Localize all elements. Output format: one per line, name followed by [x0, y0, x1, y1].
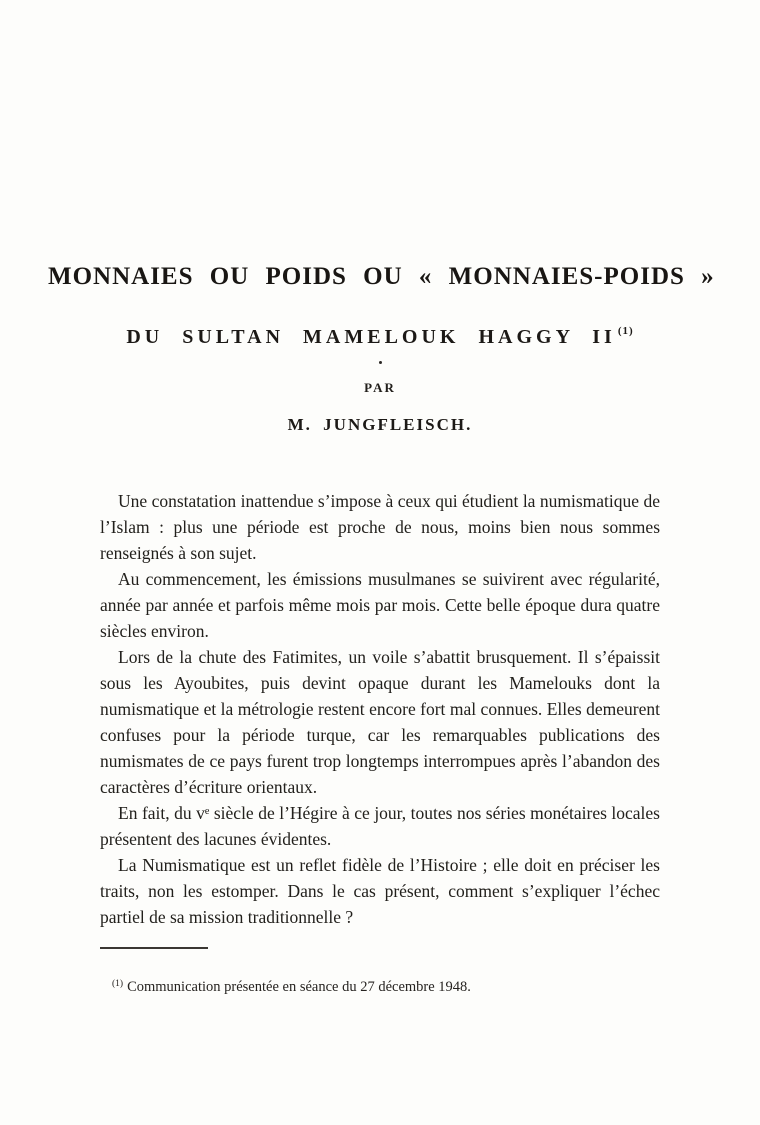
footnote-separator-rule	[100, 947, 208, 949]
paragraph: Lors de la chute des Fatimites, un voile s’abattit brusquement. Il s’épaissit sous les Ayoubites, puis devint opaque durant les Mamelouks dont la numismatique et la métrologie restent encore fort mal connues. Elles demeurent confuses pour la période turque, car les remarquables publications des numismates de ce pays furent trop longtemps interrompues après l’abandon des caractères d’écriture orientaux.	[100, 647, 660, 797]
subtitle-text: DU SULTAN MAMELOUK HAGGY II	[126, 326, 616, 348]
paragraph: La Numismatique est un reflet fidèle de l’Histoire ; elle doit en préciser les traits, non les estomper. Dans le cas présent, comment s’expliquer l’échec partiel de sa mission traditionnelle ?	[100, 855, 660, 927]
footnote-reference: (1)	[112, 979, 124, 989]
paragraph: Au commencement, les émissions musulmanes se suivirent avec régularité, année par année et parfois même mois par mois. Cette belle époque dura quatre siècles environ.	[100, 569, 660, 641]
author-name: M. JUNGFLEISCH.	[287, 415, 473, 434]
article-body	[100, 488, 660, 930]
footnote	[112, 974, 660, 997]
article-subtitle	[60, 325, 700, 349]
title-footnote-reference: (1)	[617, 325, 634, 337]
byline-prefix: PAR	[364, 380, 396, 395]
ornament-dot	[379, 361, 382, 364]
paragraph: En fait, du vᵉ siècle de l’Hégire à ce jour, toutes nos séries monétaires locales présentent des lacunes évidentes.	[100, 803, 660, 849]
footnote-text: Communication présentée en séance du 27 décembre 1948.	[127, 979, 471, 995]
paragraph: Une constatation inattendue s’impose à ceux qui étudient la numismatique de l’Islam : plus une période est proche de nous, moins bien nous sommes renseignés à son sujet.	[100, 491, 660, 563]
article-title: MONNAIES OU POIDS OU « MONNAIES-POIDS »	[48, 263, 715, 290]
